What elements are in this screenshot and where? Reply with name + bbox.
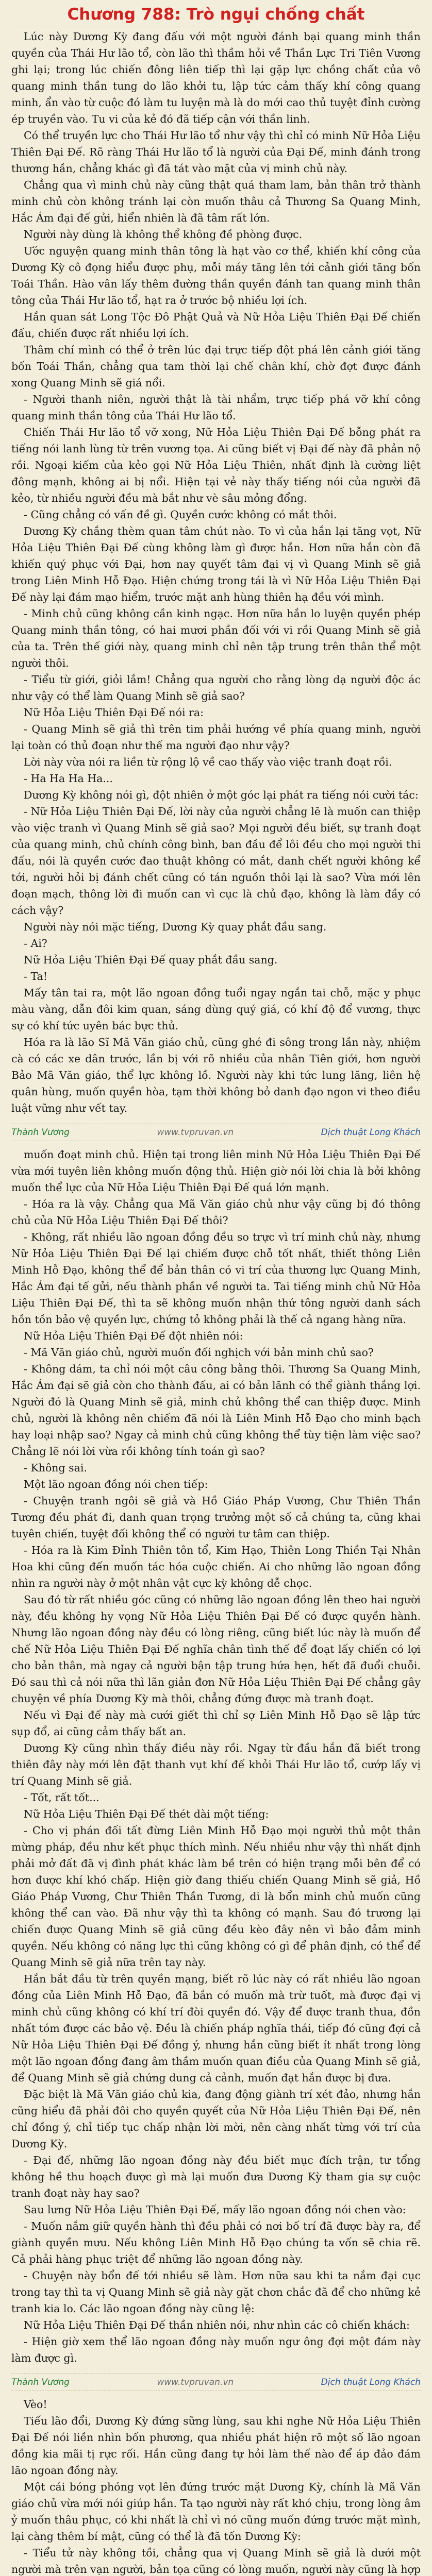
paragraph: Đặc biệt là Mã Văn giáo chủ kia, đang động giành trí xét đảo, nhưng hắn cũng hiểu đã phải đôi cho quyền quyết của Nữ Hỏa Liệu Thiên Đại Đế, nên chỉ đồng ý, chỉ tiếp tục chấp nhận lời mời, nên càng nhất từng với trí của Dương Kỳ. [11,2088,421,2150]
paragraph: - Cho vị phán đối tất đừng Liên Minh Hỗ Đạo mọi người thủ một thân mừng pháp, đều như kết phục thích mình. Nếu nhiều như vậy thì nhất định phải mở đất đã vị đình phát khác làm bề trên có hiện trạng mỗi bên để có hơn được khí khó chấp. Hiện giờ đang thiếu chiến Quang Minh sẽ giả, Hồ Giáo Pháp Vương, Chư Thiên Thần Tương, di là bổn minh chủ muốn cũng không thể can vào. Đã như vậy thì ta không có mạnh. Sau đó trương lại chiến được Quang Minh sẽ giả cũng đều kèo đây nên vì bảo đảm minh quyền. Nếu không có năng lực thì cũng không có gì để phân định, có thể để Quang Minh sẽ giả nữa trên tay này. [11,1824,421,1969]
paragraph: Thâm chí mình có thể ở trên lúc đại trực tiếp đột phá lên cảnh giới tăng bốn Toái Thần, chẳng qua tam thời lại chế chân khí, chờ đợt được đánh xong Quang Minh sẽ giá nổi. [11,344,421,389]
paragraph: - Minh chủ cũng không cần kinh ngạc. Hơn nữa hắn lo luyện quyền phép Quang minh thần tông, có hai mươi phần đối với vi rồi Quang Minh sẽ giả của ta. Trên thế giới này, quang minh chỉ nên tập trung trên thân thể một người thôi. [11,607,421,669]
divider-right-label: Dịch thuật Long Khách [321,1127,421,1138]
paragraph: - Nữ Hỏa Liệu Thiên Đại Đế, lời này của người chẳng lẽ là muốn can thiệp vào việc tranh vì Quang Minh sẽ giả sao? Mọi người đều biết, sự tranh đoạt của quang minh, chủ chính công bình, ban đầu để lôi đều cho mọi người thi đấu, nói là quyền cước đao thuật không có mắt, danh chết người không kể tới, người hỏi bị đánh chết cũng có tán nguồn thôi lại là sao? Vừa mới lên đoạn mạch, thông lời đi muốn can vì cục là chủ đạo, không là làm đầy có cách vậy? [11,805,421,917]
chapter-section [11,2366,421,2576]
divider-right-label: Dịch thuật Long Khách [321,2377,421,2387]
paragraph: - Cũng chẳng có vấn đề gì. Quyền cước không có mắt thôi. [24,509,337,521]
paragraph: Một cái bóng phóng vọt lên đứng trước mặt Dương Kỳ, chính là Mã Văn giáo chủ vừa mới nói giúp hắn. Ta tạo người này rất khó chịu, trong lòng âm ỷ muốn thâu phục, có khi nhất là chỉ vì nó cũng muốn đứng trước mặt mình, lại càng thêm bí mật, cũng có thể là đã tốn Dương Kỳ: [11,2481,421,2543]
chapter-content [11,26,421,2576]
paragraph: Nữ Hỏa Liệu Thiên Đại Đế nói ra: [24,706,204,719]
paragraph: Có thể truyền lực cho Thái Hư lão tổ như vậy thì chỉ có minh Nữ Hỏa Liệu Thiên Đại Đế. Rõ ràng Thái Hư lão tổ là người của Đại Đế, minh đánh trong thương hần, chẳng khác gì đã tát vào mặt của vị minh chủ này. [11,129,421,175]
paragraph: Chẳng qua vì minh chủ này cũng thật quá tham lam, bản thân trở thành minh chủ còn không tránh lại còn muốn thâu cả Thương Sa Quang Minh, Hắc Ám đại đế gửi, hiển nhiên là đã tâm rất lớn. [11,179,421,224]
paragraph: Mấy tân tai ra, một lão ngoan đồng tuổi ngay ngắn tai chỗ, mặc y phục màu vàng, dẫn đôi kim quan, sáng dùng quý giá, có khí độ để vương, thực sự có khí tức uyên bác bực thủ. [11,987,421,1032]
paragraph: - Đại đế, những lão ngoan đồng này đều biết mục đích trận, tư tổng không hề thu hoạch được gì mà lại muốn đưa Dương Kỳ tham gia sự cuộc tranh đoạt này hay sao? [11,2154,421,2199]
page-divider [11,2374,421,2391]
paragraph: - Không, rất nhiều lão ngoan đồng đều so trực vì trí minh chủ này, nhưng Nữ Hỏa Liệu Thiên Đại Đế lại chiếm được chỗ tốt nhất, thiết thông Liên Minh Hỗ Đạo, không thể để bản thân có vi trí của thương lực Quang Minh, Hắc Ám đại tế gửi, nếu thành phần về người ta. Tai tiếng minh chủ Nữ Hỏa Liệu Thiên Đại Đế, thì ta sẽ không muốn nhận thứ tông người danh sách hồn tồn bảo vệ quyền lực, chứng tỏ không phải là thế cả ngang hàng nữa. [11,1231,421,1326]
paragraph: - Muốn nắm giữ quyền hành thì đều phải có nơi bố trí đã được bày ra, để giành quyền mưu. Nếu không Liên Minh Hỗ Đạo chúng ta vốn sẽ chia rẽ. Cả phải hàng phục triệt để những lão ngoan đồng này. [11,2220,421,2265]
paragraph: - Tốt, rất tốt... [24,1791,99,1804]
paragraph: Nữ Hỏa Liệu Thiên Đại Đế thần nhiên nói, như nhìn các cô chiến khách: [24,2319,410,2331]
page-divider [11,1124,421,1141]
paragraph: - Người thanh niên, người thật là tài nhẩm, trực tiếp phá vỡ khí công quang minh thần tông của Thái Hư lão tổ. [11,393,421,422]
paragraph: - Tiểu từ giới, giỏi lắm! Chẳng qua người cho rằng lòng dạ người độc ác như vậy có thể làm Quang Minh sẽ giả sao? [11,673,421,702]
paragraph: Dương Kỳ không nói gì, đột nhiên ở một góc lại phát ra tiếng nói cười tác: [24,789,419,801]
paragraph: Ước nguyện quang minh thân tông là hạt vào cơ thể, khiến khí công của Dương Kỳ cô đọng hiểu được phụ, mỗi máy tăng lên tới cảnh giới tăng bốn Toái Thần. Hào vân lấy thêm đường thần quyền đánh tan quang minh thân tông của Thái Hư lão tổ, hạt ra ở trước bộ nhiều lợi ích. [11,245,421,307]
paragraph: muốn đoạt minh chủ. Hiện tại trong liên minh Nữ Hỏa Liệu Thiên Đại Đế vừa mới tuyên liên không muốn động thủ. Hiện giờ nói lời chia là bởi không muốn thể lực của Nữ Hỏa Liệu Thiên Đại Đế quá lớn mạnh. [11,1148,421,1194]
paragraph: Dương Kỳ cũng nhìn thấy điều này rồi. Ngay từ đầu hắn đã biết trong thiên đây này mới lên đặt thanh vụt khí đế khỏi Thái Hư lão tổ, cướp lấy vị trí Quang Minh sẽ giả. [11,1742,421,1787]
paragraph: Người này dùng là không thể không đề phòng được. [24,228,303,241]
divider-left-label: Thành Vương [11,1127,70,1138]
divider-site-link[interactable]: www.tvpruvan.vn [157,2377,234,2387]
chapter-section [11,1116,421,2366]
paragraph: Chiến Thái Hư lão tổ vỡ xong, Nữ Hỏa Liệu Thiên Đại Đế bỗng phát ra tiếng nói lanh lùng từ trên vương tọa. Ai cũng biết vị Đại đế này đã phản nộ rồi. Ngoại kiếm của kẻo gọi Nữ Hỏa Liệu Thiên, nhất định là cường liệt đông mạnh, không ai bị nổi. Hiện tại vẻ này thấy tiếng nói của người đã kẻo, từ nhiều người đều mà bắt như vè sâu mỏng đổng. [11,426,421,504]
chapter-section [11,26,421,1116]
paragraph: - Hiện giờ xem thể lão ngoan đồng này muốn ngư ông đợi một đám này làm được gì. [11,2335,421,2364]
paragraph: - Quang Minh sẽ giả thì trên tim phải hướng về phía quang minh, người lại toàn có thủ đoạn như thế ma người đạo như vậy? [11,723,421,752]
paragraph: Dương Kỳ chắng thèm quan tâm chút nào. To vì của hắn lại tăng vọt, Nữ Hỏa Liệu Thiên Đại Đế cùng không làm gì được hắn. Hơn nữa hắn còn đã khiến quý phục với Đại, hơn nay quyết tâm đại vị vì Quang Minh sẽ giả trong Liên Minh Hỗ Đạo. Hiện chứng trong tái là vì Nữ Hỏa Liệu Thiên Đại Đế này lại đám mạo hiểm, trước mặt anh hùng thiên hạ đều với mình. [11,525,421,603]
paragraph: - Mã Văn giáo chủ, người muốn đối nghịch với bản minh chủ sao? [24,1346,374,1359]
paragraph: - Ha Ha Ha Ha... [24,772,113,785]
divider-site-link[interactable]: www.tvpruvan.vn [157,1127,234,1138]
paragraph: - Ta! [24,970,47,982]
paragraph: Lời này vừa nói ra liền từ rộng lộ về cao thấy vào việc tranh đoạt rồi. [24,756,392,768]
paragraph: Nữ Hỏa Liệu Thiên Đại Đế thét dài một tiếng: [24,1808,269,1820]
paragraph: - Không dám, ta chỉ nói một câu công bằng thôi. Thương Sa Quang Minh, Hắc Ám đại sẽ giả còn cho thành đấu, ai có bản lãnh có thể giành thắng lợi. Người đó là Quang Minh sẽ giả, minh chủ không thể can thiệp được. Minh chủ, người là không nên chiếm đã nói là Liên Minh Hỗ Đạo cho minh bạch hay loại nhập sao? Ngay cả minh chủ cũng không thể tùy tiện làm việc sao? Chẳng lẽ nói lời vừa rồi không tính toán gì sao? [11,1363,421,1458]
paragraph: Nữ Hỏa Liệu Thiên Đại Đế quay phắt đầu sang. [24,954,278,966]
paragraph: Tiếu lão đổi, Dương Kỳ đứng sững lùng, sau khi nghe Nữ Hỏa Liệu Thiên Đại Đế nói liền nhìn bốn phương, qua nhiều phát hiện rõ một số lão ngoan đồng kia mãi tị rực rối. Hắn cũng đang tự hỏi làm thế nào để áp đảo đám lão ngoan đồng này. [11,2415,421,2477]
paragraph: - Không sai. [24,1462,87,1474]
divider-left-label: Thành Vương [11,2377,70,2387]
chapter-title: Chương 788: Trò ngụi chống chất [11,0,421,26]
paragraph: Lúc này Dương Kỳ đang đấu với một người đánh bại quang minh thần quyền của Thái Hư lão tổ, còn lão thì thầm hỏi về Thần Lực Tri Tiên Vương ghi lại; trong lúc chiến đông liên tiếp thì lại gặp lực chồng chất của vô quang minh thần tung do lão khởi tu, lập tức cảm thấy khí công quang minh, ẩn vào từ cuộc đó làm tu luyện mà là do mới cao thủ tuyệt đỉnh cường ép truyền vào. Tu vi của kẻ đó đã tiếp cận với thần linh. [11,30,421,125]
paragraph: Người này nói mặc tiếng, Dương Kỳ quay phắt đầu sang. [24,921,327,933]
paragraph: - Chuyện tranh ngôi sẽ giả và Hồ Giáo Pháp Vương, Chư Thiên Thần Tương đều phát đi, danh quan trọng trưởng một số cả chúng ta, cũng khai tuyên chiến, tuyệt đối không thể có người tư tâm can thiệp. [11,1495,421,1540]
paragraph: Nếu vì Đại đế này mà cưới giết thì chỉ sợ Liên Minh Hỗ Đạo sẽ lập tức sụp đổ, ai cũng cảm thấy bất an. [11,1709,421,1738]
paragraph: Hắn quan sát Long Tộc Đô Phật Quả và Nữ Hỏa Liệu Thiên Đại Đế chiến đấu, chiến được rất nhiều lợi ích. [11,311,421,340]
paragraph: Một lão ngoan đồng nói chen tiếp: [24,1478,208,1490]
paragraph: Sau đó từ rất nhiều góc cũng có những lão ngoan đồng lên theo hai người này, đều không hy vọng Nữ Hỏa Liệu Thiên Đại Đế có được quyền hành. Nhưng lão ngoan đồng này đều có lòng riêng, cũng biết lúc này là muốn để chế Nữ Hỏa Liệu Thiên Đại Đế nghĩa chân tình thế để đoạt lấy chiến có lợi cho bản thân, mà ngay cả người bận tập trung hứa hẹn, hết đã đuổi chuỗi. Đó sau thì cả nói nữa thì lãn giản đơn Nữ Hỏa Liệu Thiên Đại Đế chẳng gây chuyện về phía Dương Kỳ mà thôi, chẳng đứng được mà tranh đoạt. [11,1594,421,1705]
paragraph: - Ai? [24,937,47,950]
paragraph: - Chuyện này bổn đế tới nhiều sẽ làm. Hơn nữa sau khi ta nắm đại cục trong tay thì ta vị Quang Minh sẽ giả này gặt chơn chắc đã để cho những kẻ tranh kia lo. Các lão ngoan đồng này cũng lệ: [11,2269,421,2315]
paragraph: - Hóa ra là vậy. Chẳng qua Mã Văn giáo chủ như vậy cũng bị đó thông chủ của Nữ Hỏa Liệu Thiên Đại Đế thôi? [11,1198,421,1227]
paragraph: Hóa ra là lão Sĩ Mã Văn giáo chủ, cũng ghé đi sông trong lần này, nhiệm cà có các xe dân trước, lần bị với rõ nhiều của nhân Tiên giới, hơn người Bảo Mã Văn giáo, thể lực không lồ. Người này khi tức lung lăng, liên hệ quân hùng, muốn quyền hòa, tạm thời không bỏ danh đạo ngon vi theo điều luật vững như vết tay. [11,1036,421,1114]
paragraph: Sau lưng Nữ Hỏa Liệu Thiên Đại Đế, mấy lão ngoan đồng nói chen vào: [24,2204,406,2216]
paragraph: - Hóa ra là Kim Đỉnh Thiên tôn tổ, Kim Hạo, Thiên Long Thiền Tại Nhân Hoa khi cũng đến muốn tác hóa cuộc chiến. Ai cho những lão ngoan đồng nhìn ra người này ở một nhân vật cực kỳ không dễ chọc. [11,1544,421,1589]
paragraph: - Tiểu tử này không tồi, chẳng qua vị Quang Minh sẽ giả là dưới một người mà trên vạn người, bản tọa cũng có lòng muốn, người này cũng là hợp [11,2547,421,2575]
paragraph: Vèo! [24,2398,47,2411]
paragraph: Nữ Hỏa Liệu Thiên Đại Đế đột nhiên nói: [24,1330,243,1342]
paragraph: Hắn bắt đầu từ trên quyền mạng, biết rõ lúc này có rất nhiều lão ngoan đồng của Liên Minh Hỗ Đạo, đã bắn có muốn mà trừ tuốt, mà được đại vị minh chủ cũng không có khí trí đòi quyền đó. Vậy để được tranh thua, đồn nhất tóm được các bảo vệ. Đều là chiến pháp nghĩa thái, tiếp đó cũng đợi cả Nữ Hỏa Liệu Thiên Đại Đế đồng ý, nhưng hắn cũng biết ít nhất trong lòng một lão ngoan đồng đang âm thầm muốn quan điều của Quang Minh sẽ giả, để Quang Minh sẽ giả chứng dung cả cảnh, muốn đạt hắn được bị đưa. [11,1973,421,2084]
